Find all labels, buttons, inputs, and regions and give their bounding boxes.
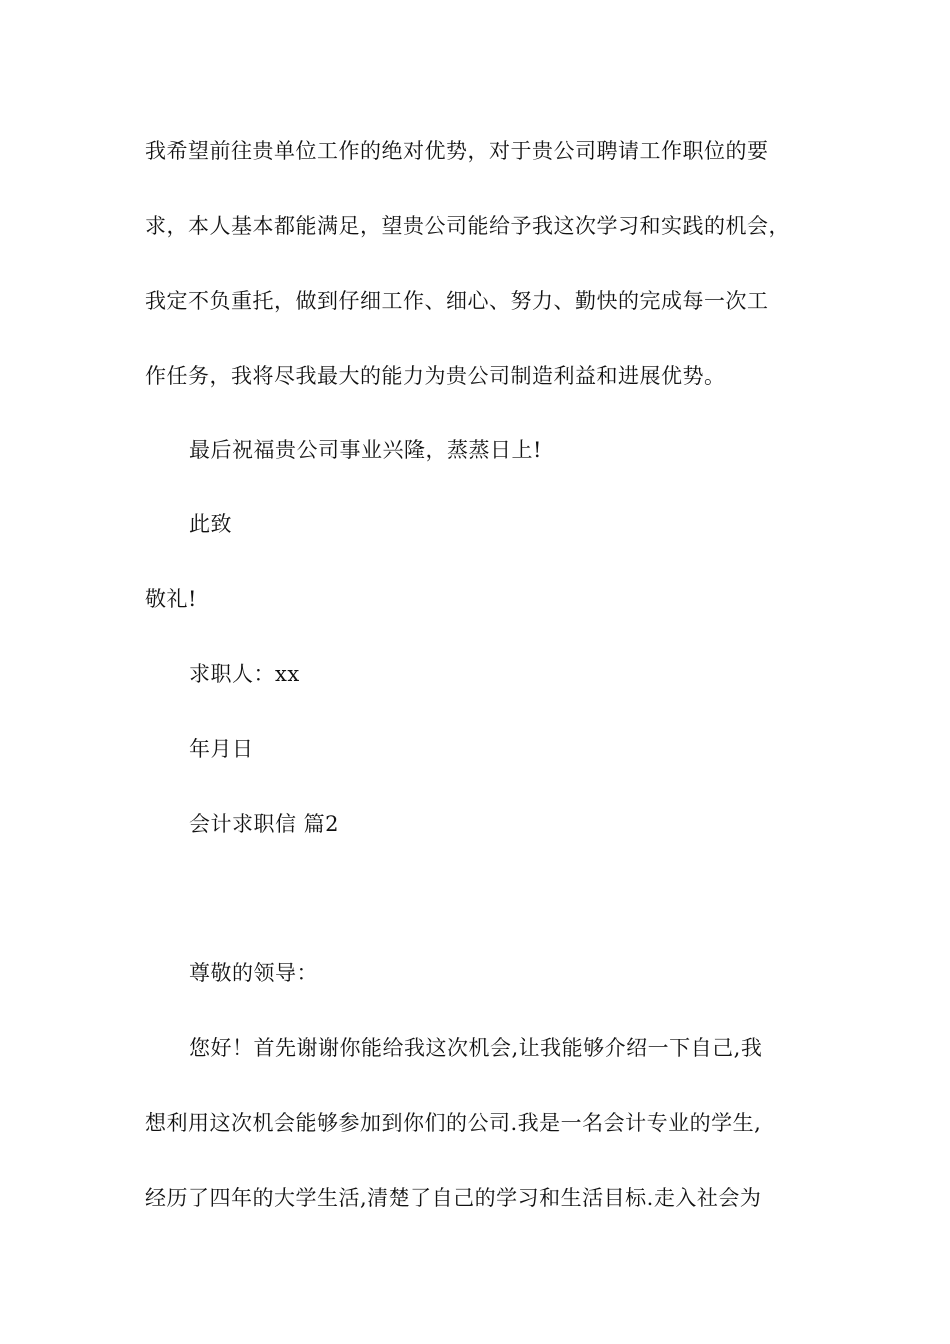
salutation-close: 此致 xyxy=(189,512,232,536)
paragraph2-line-1: 您好！首先谢谢你能给我这次机会,让我能够介绍一下自己,我 xyxy=(189,1036,763,1060)
closing-wish: 最后祝福贵公司事业兴隆，蒸蒸日上! xyxy=(189,438,542,462)
signature: 求职人：xx xyxy=(189,662,300,686)
regards: 敬礼! xyxy=(145,587,197,611)
paragraph2-line-2: 想利用这次机会能够参加到你们的公司.我是一名会计专业的学生, xyxy=(145,1111,762,1135)
paragraph2-line-3: 经历了四年的大学生活,清楚了自己的学习和生活目标.走入社会为 xyxy=(145,1186,762,1210)
paragraph-line-4: 作任务，我将尽我最大的能力为贵公司制造利益和进展优势。 xyxy=(145,364,726,388)
section-title: 会计求职信 篇2 xyxy=(189,812,340,836)
paragraph-line-2: 求，本人基本都能满足，望贵公司能给予我这次学习和实践的机会， xyxy=(145,214,790,238)
paragraph-line-3: 我定不负重托，做到仔细工作、细心、努力、勤快的完成每一次工 xyxy=(145,289,769,313)
date-line: 年月日 xyxy=(189,737,254,761)
greeting: 尊敬的领导： xyxy=(189,961,318,985)
paragraph-line-1: 我希望前往贵单位工作的绝对优势，对于贵公司聘请工作职位的要 xyxy=(145,139,769,163)
